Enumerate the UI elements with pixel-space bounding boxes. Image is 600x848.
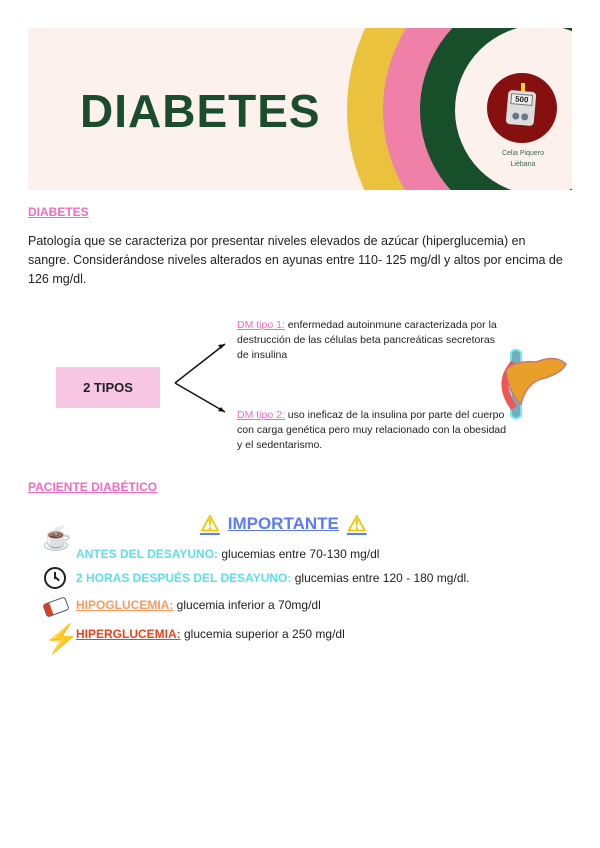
header-banner [28, 28, 572, 190]
clock-icon [44, 567, 66, 589]
item-key: HIPERGLUCEMIA: [76, 627, 181, 641]
important-label: IMPORTANTE [227, 514, 339, 533]
item-key: HIPOGLUCEMIA: [76, 598, 174, 612]
item-value: glucemias entre 70-130 mg/dl [218, 547, 380, 561]
item-hyperglycemia [76, 627, 345, 641]
warning-icon: ⚠ [346, 511, 367, 536]
item-value: glucemia inferior a 70mg/dl [173, 598, 321, 612]
dm-type-1 [237, 318, 507, 363]
author-name: Celia Piquero [501, 150, 545, 157]
dm-type-2 [237, 408, 507, 453]
page-title: DIABETES [80, 85, 321, 137]
warning-icon: ⚠ [200, 511, 220, 536]
coffee-cup-icon: ☕ [42, 525, 72, 552]
types-box: 2 TIPOS [56, 367, 160, 408]
section-heading-patient: PACIENTE DIABÉTICO [28, 480, 158, 494]
important-banner [200, 511, 367, 537]
item-value: glucemias entre 120 - 180 mg/dl. [291, 571, 470, 585]
dm1-text: enfermedad autoinmune caracterizada por la destrucción de las células beta pancreáticas secretoras de insulina [237, 319, 497, 361]
branch-arrows [170, 338, 230, 418]
glucose-meter-icon [487, 73, 557, 143]
lightning-icon: ⚡ [44, 623, 79, 654]
low-battery-icon [42, 596, 69, 617]
pancreas-icon [496, 345, 568, 420]
item-before-breakfast [76, 547, 379, 561]
author [483, 148, 563, 170]
item-value: glucemia superior a 250 mg/dl [180, 627, 345, 641]
author-surname: Liébana [510, 161, 536, 168]
section-heading-diabetes: DIABETES [28, 205, 89, 219]
definition-paragraph: Patología que se caracteriza por presentar niveles elevados de azúcar (hiperglucemia) en sangre. Considerándose niveles alterados en ayunas entre 110- 125 mg/dl y altos por encima de 126 mg/dl. [28, 234, 563, 286]
dm2-label: DM tipo 2: [237, 409, 285, 421]
dm2-text: uso ineficaz de la insulina por parte del cuerpo con carga genética pero muy relacionado con la obesidad y el sedentarismo. [237, 409, 507, 451]
item-key: ANTES DEL DESAYUNO: [76, 547, 219, 561]
item-key: 2 HORAS DESPUÉS DEL DESAYUNO: [76, 571, 292, 585]
item-after-breakfast [76, 571, 470, 585]
item-hypoglycemia [76, 598, 321, 612]
dm1-label: DM tipo 1: [237, 319, 285, 331]
meter-reading: 500 [510, 93, 533, 106]
